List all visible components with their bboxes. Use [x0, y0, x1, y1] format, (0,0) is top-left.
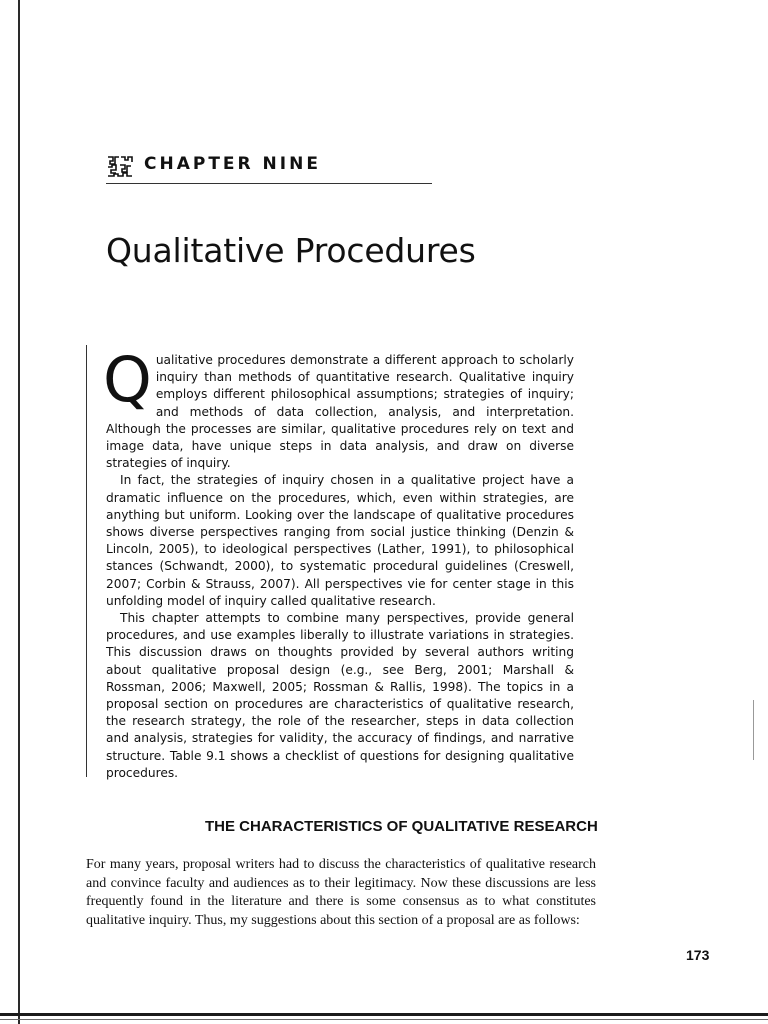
- page-bottom-edge-shadow: [0, 1019, 768, 1020]
- page-left-edge: [18, 0, 20, 1024]
- page-bottom-edge: [0, 1013, 768, 1016]
- intro-paragraph-1-text: ualitative procedures demonstrate a different approach to scholarly inquiry than methods of quantitative research. Qualitative inquiry employs different philosophical assumptions; strategies of inquiry; and methods of data collection, analysis, and interpretation. Although the processes are similar, qualitative procedures rely on text and image data, have unique steps in data analysis, and draw on diverse strategies of inquiry.: [106, 353, 574, 471]
- page-number: 173: [686, 947, 710, 963]
- margin-rule: [86, 345, 87, 777]
- chapter-ornament-icon: [106, 153, 134, 179]
- intro-paragraph-3: This chapter attempts to combine many perspectives, provide general procedures, and use examples liberally to illustrate variations in strategies. This discussion draws on thoughts provided by several authors writing about qualitative proposal design (e.g., see Berg, 2001; Marshall & Rossman, 2006; Maxwell, 2005; Rossman & Rallis, 1998). The topics in a proposal section on procedures are characteristics of qualitative research, the research strategy, the role of the researcher, steps in data collection and analysis, strategies for validity, the accuracy of findings, and narrative structure. Table 9.1 shows a checklist of questions for designing qualitative procedures.: [106, 611, 574, 780]
- section-heading: THE CHARACTERISTICS OF QUALITATIVE RESEARCH: [205, 818, 598, 835]
- right-margin-mark: [753, 700, 754, 760]
- chapter-label: CHAPTER NINE: [144, 154, 321, 174]
- section-paragraph: For many years, proposal writers had to discuss the characteristics of qualitative research and convince faculty and audiences as to their legitimacy. Now these discussions are less frequently found in the literature and there is some consensus as to what constitutes qualitative inquiry. Thus, my suggestions about this section of a proposal are as follows:: [86, 857, 596, 928]
- chapter-underline: [106, 183, 432, 184]
- chapter-introduction: [103, 343, 574, 782]
- intro-paragraph-2: In fact, the strategies of inquiry chosen in a qualitative project have a dramatic influence on the procedures, which, even within strategies, are anything but uniform. Looking over the landscape of qualitative procedures shows diverse perspectives ranging from social justice thinking (Denzin & Lincoln, 2005), to ideological perspectives (Lather, 1991), to philosophical stances (Schwandt, 2000), to systematic procedural guidelines (Creswell, 2007; Corbin & Strauss, 2007). All perspectives vie for center stage in this unfolding model of inquiry called qualitative research.: [106, 473, 574, 608]
- intro-paragraph-1: [103, 343, 574, 472]
- chapter-title: Qualitative Procedures: [106, 231, 476, 270]
- drop-cap: Q: [103, 343, 152, 416]
- chapter-header: [106, 151, 432, 185]
